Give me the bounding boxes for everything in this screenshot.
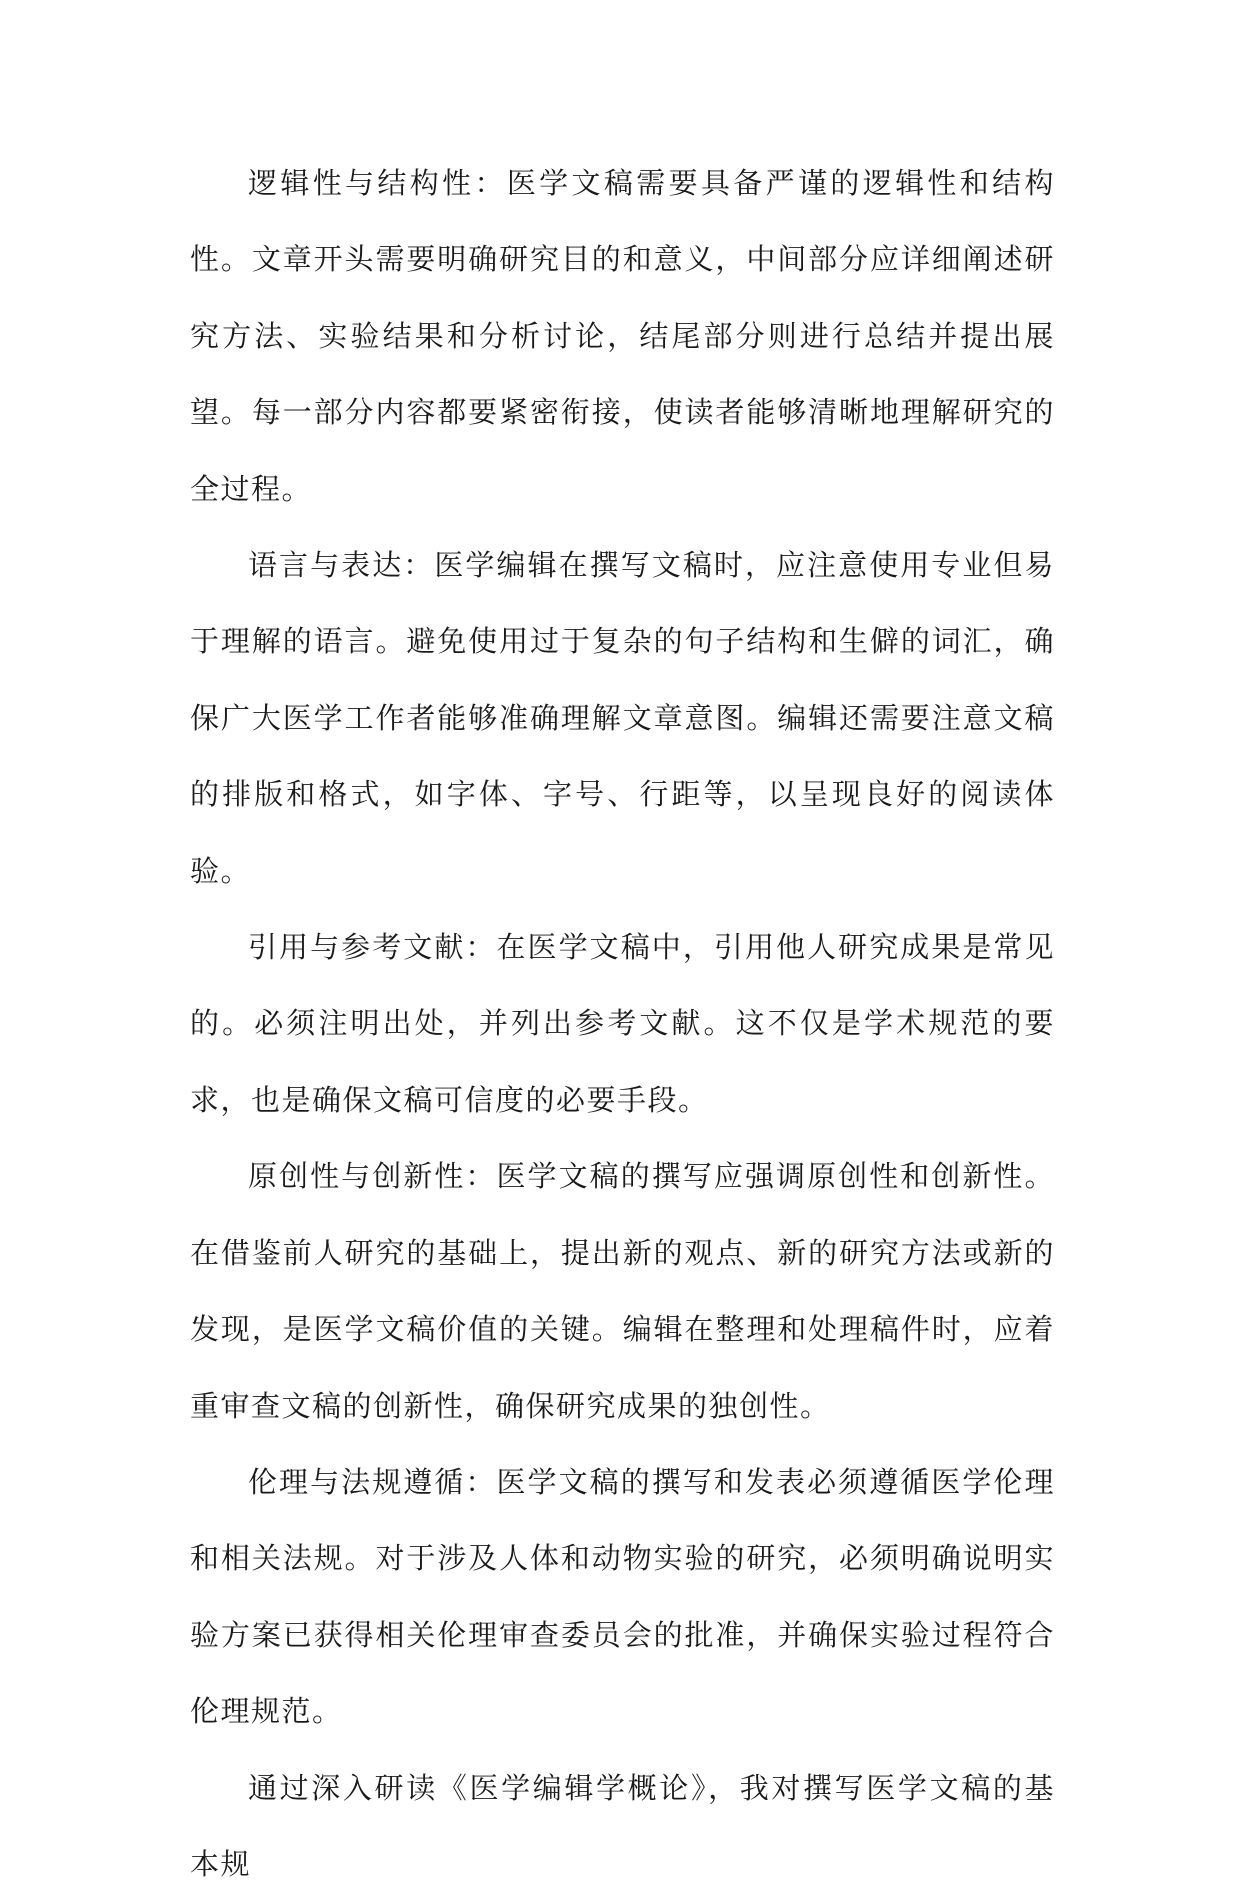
paragraph-ethics-regulations: 伦理与法规遵循：医学文稿的撰写和发表必须遵循医学伦理和相关法规。对于涉及人体和动物实验的研究，必须明确说明实验方案已获得相关伦理审查委员会的批准，并确保实验过程符合伦理规范。 <box>190 1464 1055 1729</box>
document-body <box>190 145 1055 1902</box>
paragraph-conclusion-start: 通过深入研读《医学编辑学概论》，我对撰写医学文稿的基本规 <box>190 1770 1055 1881</box>
paragraph-citations-references: 引用与参考文献：在医学文稿中，引用他人研究成果是常见的。必须注明出处，并列出参考文献。这不仅是学术规范的要求，也是确保文稿可信度的必要手段。 <box>190 930 1055 1117</box>
paragraph-language-expression: 语言与表达：医学编辑在撰写文稿时，应注意使用专业但易于理解的语言。避免使用过于复杂的句子结构和生僻的词汇，确保广大医学工作者能够准确理解文章意图。编辑还需要注意文稿的排版和格式，如字体、字号、行距等，以呈现良好的阅读体验。 <box>190 548 1055 888</box>
paragraph-logic-structure: 逻辑性与结构性：医学文稿需要具备严谨的逻辑性和结构性。文章开头需要明确研究目的和意义，中间部分应详细阐述研究方法、实验结果和分析讨论，结尾部分则进行总结并提出展望。每一部分内容都要紧密衔接，使读者能够清晰地理解研究的全过程。 <box>190 166 1055 506</box>
paragraph-originality-innovation: 原创性与创新性：医学文稿的撰写应强调原创性和创新性。在借鉴前人研究的基础上，提出新的观点、新的研究方法或新的发现，是医学文稿价值的关键。编辑在整理和处理稿件时，应着重审查文稿的创新性，确保研究成果的独创性。 <box>190 1159 1055 1423</box>
